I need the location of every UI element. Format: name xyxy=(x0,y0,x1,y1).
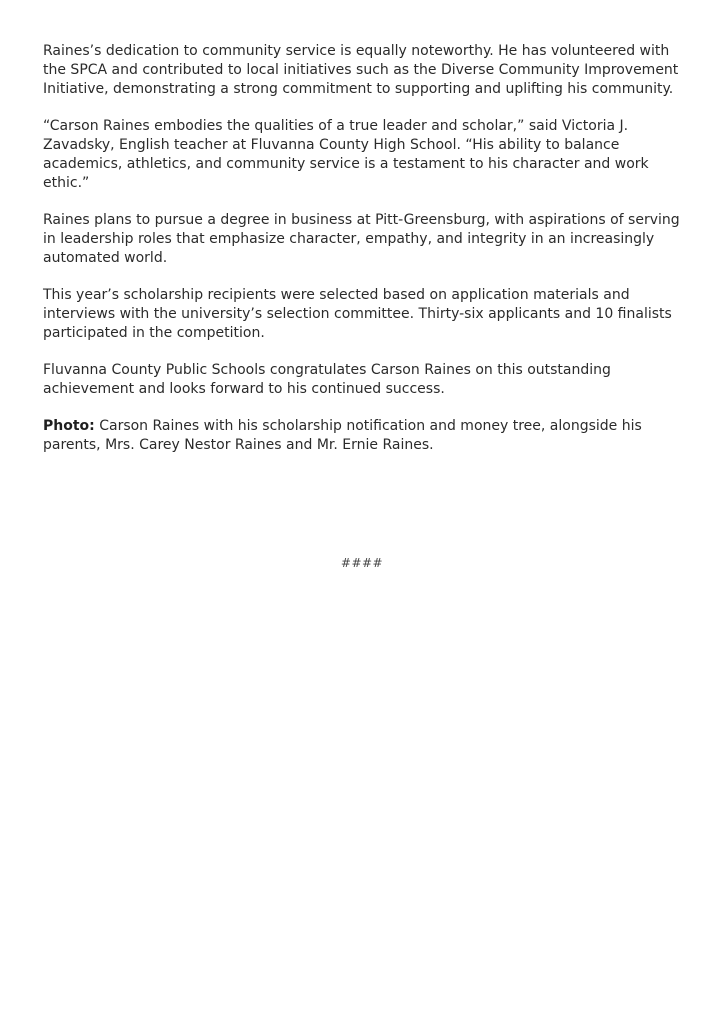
photo-caption-text: Carson Raines with his scholarship notification and money tree, alongside his parents, Mrs. Carey Nestor Raines and Mr. Ernie Raines. xyxy=(43,418,642,453)
photo-caption-label: Photo: xyxy=(43,418,95,434)
paragraph-community-service: Raines’s dedication to community service is equally noteworthy. He has volunteered with the SPCA and contributed to local initiatives such as the Diverse Community Improvement Initiative, demonstrating a strong commitment to supporting and uplifting his community. xyxy=(43,43,679,97)
paragraph-selection-process: This year’s scholarship recipients were selected based on application materials and interviews with the university’s selection committee. Thirty-six applicants and 10 finalists participated in the competition. xyxy=(43,287,672,341)
paragraph-future-plans: Raines plans to pursue a degree in business at Pitt-Greensburg, with aspirations of serving in leadership roles that emphasize character, empathy, and integrity in an increasingly automated world. xyxy=(43,212,680,266)
photo-caption xyxy=(43,417,683,455)
paragraph-teacher-quote: “Carson Raines embodies the qualities of a true leader and scholar,” said Victoria J. Zavadsky, English teacher at Fluvanna County High School. “His ability to balance academics, athletics, and community service is a testament to his character and work ethic.” xyxy=(43,118,649,191)
end-of-release-mark: #### xyxy=(340,556,384,570)
paragraph-congratulations: Fluvanna County Public Schools congratulates Carson Raines on this outstanding achievement and looks forward to his continued success. xyxy=(43,362,611,397)
article-body xyxy=(43,42,683,473)
